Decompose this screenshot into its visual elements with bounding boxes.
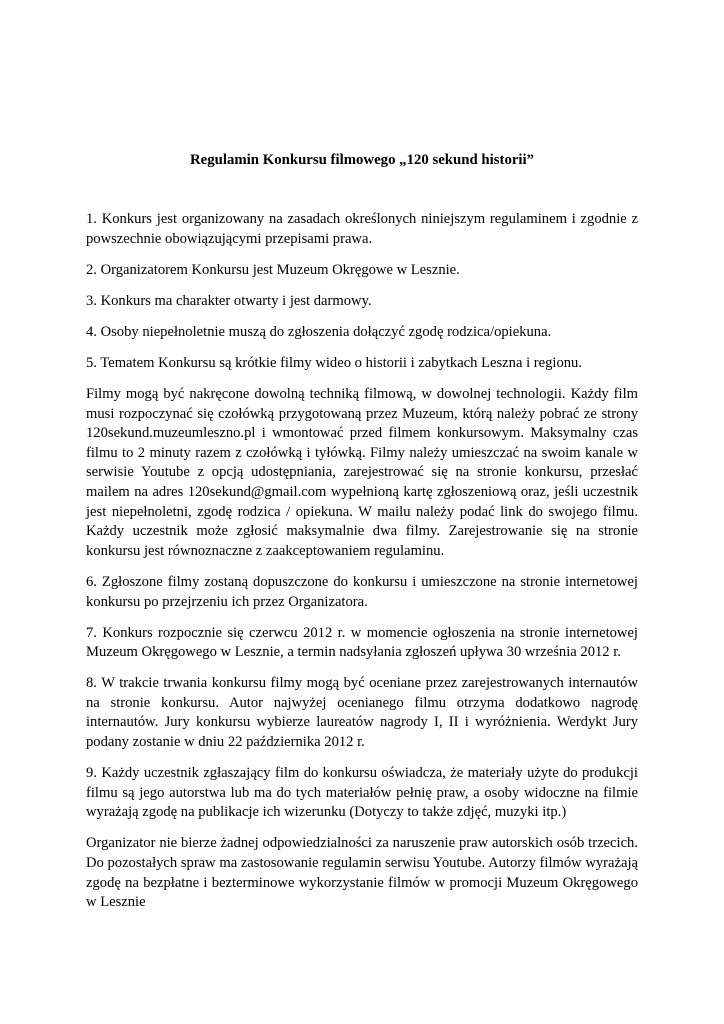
document-body: [86, 210, 638, 924]
paragraph-7: 7. Konkurs rozpocznie się czerwcu 2012 r. w momencie ogłoszenia na stronie internetowej Muzeum Okręgowego w Lesznie, a termin nadsyłania zgłoszeń upływa 30 września 2012 r.: [86, 624, 638, 661]
paragraph-8: 8. W trakcie trwania konkursu filmy mogą być oceniane przez zarejestrowanych internautów na stronie konkursu. Autor najwyżej ocenianego filmu otrzyma dodatkowo nagrodę internautów. Jury konkursu wybierze laureatów nagrody I, II i wyróżnienia. Werdykt Jury podany zostanie w dniu 22 października 2012 r.: [86, 675, 638, 751]
paragraph-organizer: Organizator nie bierze żadnej odpowiedzialności za naruszenie praw autorskich osób trzecich. Do pozostałych spraw ma zastosowanie regulamin serwisu Youtube. Autorzy filmów wyrażają zgodę na bezpłatne i bezterminowe wykorzystanie filmów w promocji Muzeum Okręgowego w Lesznie: [86, 835, 639, 911]
paragraph-9: 9. Każdy uczestnik zgłaszający film do konkursu oświadcza, że materiały użyte do produkcji filmu są jego autorstwa lub ma do tych materiałów pełnię praw, a osoby widoczne na filmie wyrażają zgodę na publikacje ich wizerunku (Dotyczy to także zdjęć, muzyki itp.): [86, 765, 638, 821]
paragraph-1: 1. Konkurs jest organizowany na zasadach określonych niniejszym regulaminem i zgodnie z powszechnie obowiązującymi przepisami prawa.: [86, 211, 638, 247]
paragraph-2: 2. Organizatorem Konkursu jest Muzeum Okręgowe w Lesznie.: [86, 261, 460, 278]
paragraph-film-rules: Filmy mogą być nakręcone dowolną techniką filmową, w dowolnej technologii. Każdy film musi rozpoczynać się czołówką przygotowaną przez Muzeum, którą należy pobrać ze strony 120sekund.muzeumleszno.pl i wmontować przed filmem konkursowym. Maksymalny czas filmu to 2 minuty razem z czołówką i tyłówką. Filmy należy umieszczać na swoim kanale w serwisie Youtube z opcją udostępniania, zarejestrować się na stronie konkursu, przesłać mailem na adres 120sekund@gmail.com wypełnioną kartę zgłoszeniową oraz, jeśli uczestnik jest niepełnoletni, zgodę rodzica / opiekuna. W mailu należy podać link do swojego filmu. Każdy uczestnik może zgłosić maksymalnie dwa filmy. Zarejestrowanie się na stronie konkursu jest równoznaczne z zaakceptowaniem regulaminu.: [86, 386, 638, 559]
paragraph-3: 3. Konkurs ma charakter otwarty i jest darmowy.: [86, 292, 372, 309]
paragraph-6: 6. Zgłoszone filmy zostaną dopuszczone do konkursu i umieszczone na stronie internetowej konkursu po przejrzeniu ich przez Organizatora.: [86, 573, 638, 610]
paragraph-4: 4. Osoby niepełnoletnie muszą do zgłoszenia dołączyć zgodę rodzica/opiekuna.: [86, 323, 552, 340]
paragraph-5: 5. Tematem Konkursu są krótkie filmy wideo o historii i zabytkach Leszna i regionu.: [86, 354, 582, 371]
document-title: Regulamin Konkursu filmowego „120 sekund historii”: [189, 152, 535, 168]
